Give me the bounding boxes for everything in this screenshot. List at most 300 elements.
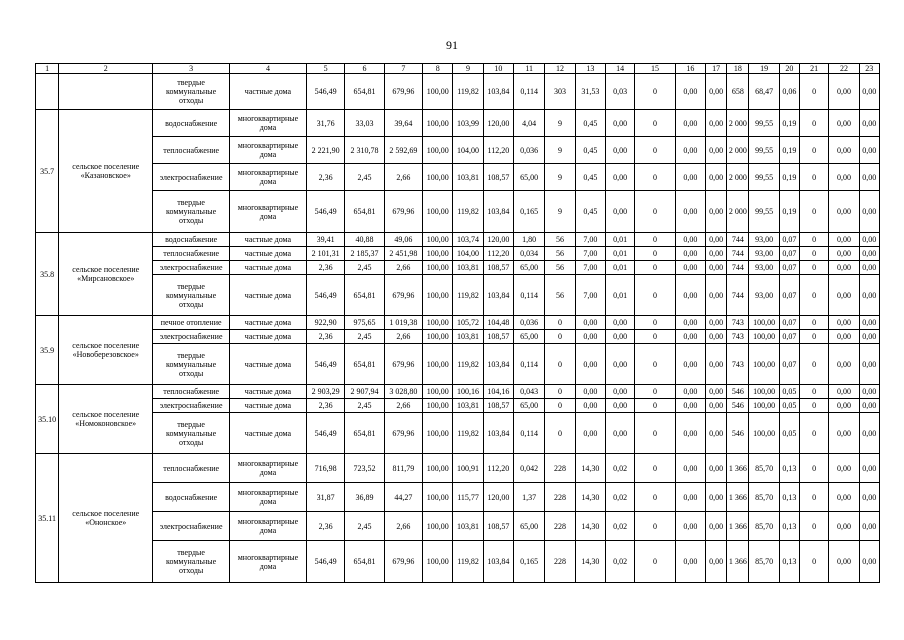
table-row <box>36 483 880 512</box>
value-cell: 0,19 <box>779 164 799 191</box>
column-number: 12 <box>545 64 575 74</box>
value-cell: 93,00 <box>749 247 779 261</box>
value-cell: 0,00 <box>829 541 859 583</box>
value-cell: 2,66 <box>384 399 422 413</box>
value-cell: 0 <box>545 413 575 454</box>
value-cell: 0,02 <box>605 454 634 483</box>
value-cell: 0,02 <box>605 483 634 512</box>
value-cell: 99,55 <box>749 191 779 233</box>
value-cell: 716,98 <box>306 454 344 483</box>
value-cell: 103,84 <box>483 191 513 233</box>
value-cell: 0,19 <box>779 110 799 137</box>
value-cell: 0 <box>635 275 675 316</box>
value-cell: 0,00 <box>706 137 727 164</box>
resource-type: теплоснабжение <box>153 385 230 399</box>
value-cell: 103,74 <box>453 233 483 247</box>
value-cell: 0,114 <box>514 344 545 385</box>
value-cell: 103,81 <box>453 330 483 344</box>
value-cell: 0 <box>635 454 675 483</box>
value-cell: 0,00 <box>859 137 879 164</box>
resource-type: теплоснабжение <box>153 454 230 483</box>
value-cell: 2,45 <box>345 512 384 541</box>
resource-type: водоснабжение <box>153 483 230 512</box>
value-cell: 1 019,38 <box>384 316 422 330</box>
value-cell: 68,47 <box>749 74 779 110</box>
value-cell: 0,03 <box>605 74 634 110</box>
value-cell: 0,00 <box>706 261 727 275</box>
value-cell: 654,81 <box>345 541 384 583</box>
value-cell: 100,00 <box>423 512 453 541</box>
value-cell: 99,55 <box>749 164 779 191</box>
resource-type: печное отопление <box>153 316 230 330</box>
value-cell: 0 <box>799 454 828 483</box>
value-cell: 0,00 <box>706 413 727 454</box>
column-number: 18 <box>727 64 749 74</box>
value-cell: 743 <box>727 330 749 344</box>
value-cell: 44,27 <box>384 483 422 512</box>
value-cell: 0,02 <box>605 512 634 541</box>
value-cell: 0 <box>635 344 675 385</box>
value-cell: 0,07 <box>779 275 799 316</box>
table-row <box>36 137 880 164</box>
value-cell: 39,41 <box>306 233 344 247</box>
value-cell: 0,043 <box>514 385 545 399</box>
value-cell: 103,84 <box>483 413 513 454</box>
value-cell: 0,00 <box>675 512 705 541</box>
value-cell: 7,00 <box>575 275 605 316</box>
tariff-table <box>35 63 880 583</box>
value-cell: 2,36 <box>306 164 344 191</box>
value-cell: 0,00 <box>829 316 859 330</box>
value-cell: 0 <box>635 233 675 247</box>
value-cell: 2,45 <box>345 261 384 275</box>
value-cell: 0,00 <box>829 413 859 454</box>
value-cell: 2,66 <box>384 512 422 541</box>
settlement-number: 35.10 <box>36 385 59 454</box>
table-row <box>36 385 880 399</box>
value-cell: 103,84 <box>483 275 513 316</box>
column-number: 21 <box>799 64 828 74</box>
value-cell: 93,00 <box>749 275 779 316</box>
value-cell: 0,00 <box>575 413 605 454</box>
value-cell: 0,00 <box>829 483 859 512</box>
value-cell: 100,00 <box>749 413 779 454</box>
value-cell: 0,00 <box>706 330 727 344</box>
value-cell: 0,00 <box>859 512 879 541</box>
value-cell: 0,00 <box>675 385 705 399</box>
value-cell: 228 <box>545 454 575 483</box>
value-cell: 546 <box>727 385 749 399</box>
value-cell: 0,00 <box>575 385 605 399</box>
value-cell: 1 366 <box>727 512 749 541</box>
value-cell: 0,00 <box>675 275 705 316</box>
value-cell: 0,114 <box>514 275 545 316</box>
value-cell: 0 <box>799 191 828 233</box>
value-cell: 2 451,98 <box>384 247 422 261</box>
value-cell: 0,00 <box>706 344 727 385</box>
table-row <box>36 413 880 454</box>
value-cell: 0,00 <box>829 344 859 385</box>
table-row <box>36 110 880 137</box>
table-row <box>36 191 880 233</box>
value-cell: 119,82 <box>453 74 483 110</box>
table-row <box>36 344 880 385</box>
value-cell: 0,00 <box>575 330 605 344</box>
value-cell: 100,00 <box>423 413 453 454</box>
settlement-name: сельское поселение «Мирсановское» <box>59 233 153 316</box>
value-cell: 0,00 <box>829 330 859 344</box>
value-cell: 115,77 <box>453 483 483 512</box>
value-cell: 100,00 <box>749 385 779 399</box>
value-cell: 922,90 <box>306 316 344 330</box>
value-cell: 0,00 <box>859 316 879 330</box>
settlement-name: сельское поселение «Номоконовское» <box>59 385 153 454</box>
column-number: 9 <box>453 64 483 74</box>
value-cell: 0,00 <box>859 74 879 110</box>
value-cell: 85,70 <box>749 512 779 541</box>
value-cell: 0,00 <box>859 330 879 344</box>
value-cell: 0 <box>799 483 828 512</box>
value-cell: 104,00 <box>453 137 483 164</box>
value-cell: 0 <box>545 330 575 344</box>
value-cell: 0 <box>799 512 828 541</box>
value-cell: 228 <box>545 512 575 541</box>
value-cell: 0 <box>799 261 828 275</box>
building-type: частные дома <box>230 344 307 385</box>
value-cell: 36,89 <box>345 483 384 512</box>
settlement-name <box>59 74 153 110</box>
value-cell: 743 <box>727 344 749 385</box>
value-cell: 2 000 <box>727 137 749 164</box>
value-cell: 0,00 <box>675 261 705 275</box>
resource-type: электроснабжение <box>153 164 230 191</box>
value-cell: 0,00 <box>675 483 705 512</box>
table-row <box>36 275 880 316</box>
value-cell: 0,00 <box>859 164 879 191</box>
column-number: 19 <box>749 64 779 74</box>
building-type: частные дома <box>230 275 307 316</box>
settlement-number: 35.7 <box>36 110 59 233</box>
settlement-name: сельское поселение «Ононское» <box>59 454 153 583</box>
value-cell: 0 <box>799 399 828 413</box>
value-cell: 105,72 <box>453 316 483 330</box>
value-cell: 0,00 <box>706 541 727 583</box>
value-cell: 100,00 <box>423 454 453 483</box>
value-cell: 0,19 <box>779 191 799 233</box>
value-cell: 2 592,69 <box>384 137 422 164</box>
value-cell: 546,49 <box>306 413 344 454</box>
resource-type: электроснабжение <box>153 399 230 413</box>
value-cell: 0,01 <box>605 275 634 316</box>
value-cell: 811,79 <box>384 454 422 483</box>
value-cell: 0,165 <box>514 191 545 233</box>
value-cell: 723,52 <box>345 454 384 483</box>
value-cell: 0,00 <box>829 247 859 261</box>
value-cell: 546,49 <box>306 74 344 110</box>
value-cell: 108,57 <box>483 261 513 275</box>
value-cell: 100,00 <box>423 330 453 344</box>
value-cell: 2,66 <box>384 164 422 191</box>
value-cell: 0,00 <box>675 137 705 164</box>
value-cell: 228 <box>545 541 575 583</box>
value-cell: 0,00 <box>675 233 705 247</box>
value-cell: 0,00 <box>675 191 705 233</box>
value-cell: 0,00 <box>859 233 879 247</box>
value-cell: 56 <box>545 275 575 316</box>
value-cell: 120,00 <box>483 233 513 247</box>
settlement-number: 35.8 <box>36 233 59 316</box>
column-number: 17 <box>706 64 727 74</box>
value-cell: 119,82 <box>453 191 483 233</box>
value-cell: 104,48 <box>483 316 513 330</box>
value-cell: 0,05 <box>779 385 799 399</box>
value-cell: 9 <box>545 137 575 164</box>
value-cell: 546 <box>727 399 749 413</box>
building-type: частные дома <box>230 385 307 399</box>
building-type: многоквартирные дома <box>230 483 307 512</box>
value-cell: 2,45 <box>345 164 384 191</box>
value-cell: 103,81 <box>453 512 483 541</box>
resource-type: твердые коммунальные отходы <box>153 413 230 454</box>
value-cell: 31,87 <box>306 483 344 512</box>
value-cell: 85,70 <box>749 454 779 483</box>
value-cell: 0,114 <box>514 413 545 454</box>
value-cell: 0,00 <box>706 512 727 541</box>
value-cell: 0,165 <box>514 541 545 583</box>
value-cell: 4,04 <box>514 110 545 137</box>
resource-type: электроснабжение <box>153 512 230 541</box>
value-cell: 679,96 <box>384 74 422 110</box>
value-cell: 0,00 <box>706 247 727 261</box>
value-cell: 546,49 <box>306 541 344 583</box>
settlement-name: сельское поселение «Казановское» <box>59 110 153 233</box>
value-cell: 120,00 <box>483 483 513 512</box>
value-cell: 546,49 <box>306 191 344 233</box>
column-number: 6 <box>345 64 384 74</box>
value-cell: 0 <box>545 399 575 413</box>
value-cell: 0,00 <box>829 164 859 191</box>
value-cell: 112,20 <box>483 247 513 261</box>
value-cell: 0,00 <box>675 330 705 344</box>
value-cell: 0,00 <box>605 164 634 191</box>
value-cell: 0,01 <box>605 233 634 247</box>
value-cell: 0,07 <box>779 233 799 247</box>
value-cell: 0,00 <box>675 344 705 385</box>
value-cell: 0,00 <box>859 261 879 275</box>
value-cell: 1,37 <box>514 483 545 512</box>
value-cell: 0 <box>799 164 828 191</box>
value-cell: 93,00 <box>749 233 779 247</box>
value-cell: 65,00 <box>514 164 545 191</box>
value-cell: 100,00 <box>423 74 453 110</box>
value-cell: 654,81 <box>345 275 384 316</box>
value-cell: 0,00 <box>859 454 879 483</box>
column-number: 2 <box>59 64 153 74</box>
value-cell: 0,00 <box>706 275 727 316</box>
value-cell: 0,00 <box>706 233 727 247</box>
value-cell: 0,45 <box>575 110 605 137</box>
value-cell: 0 <box>799 74 828 110</box>
value-cell: 0,00 <box>605 385 634 399</box>
value-cell: 100,00 <box>749 399 779 413</box>
value-cell: 0 <box>635 247 675 261</box>
value-cell: 2,66 <box>384 330 422 344</box>
value-cell: 975,65 <box>345 316 384 330</box>
value-cell: 0,00 <box>706 399 727 413</box>
value-cell: 0,07 <box>779 344 799 385</box>
value-cell: 0,06 <box>779 74 799 110</box>
value-cell: 100,00 <box>749 316 779 330</box>
column-number: 20 <box>779 64 799 74</box>
value-cell: 14,30 <box>575 454 605 483</box>
value-cell: 0,02 <box>605 541 634 583</box>
value-cell: 0,00 <box>829 454 859 483</box>
value-cell: 0,13 <box>779 541 799 583</box>
value-cell: 0,00 <box>605 413 634 454</box>
value-cell: 0 <box>635 191 675 233</box>
value-cell: 100,00 <box>423 110 453 137</box>
value-cell: 0,00 <box>675 454 705 483</box>
value-cell: 108,57 <box>483 330 513 344</box>
value-cell: 2,36 <box>306 261 344 275</box>
value-cell: 0 <box>635 137 675 164</box>
value-cell: 100,00 <box>423 483 453 512</box>
value-cell: 65,00 <box>514 330 545 344</box>
value-cell: 104,16 <box>483 385 513 399</box>
column-number: 14 <box>605 64 634 74</box>
value-cell: 0,00 <box>575 399 605 413</box>
value-cell: 0,00 <box>829 233 859 247</box>
value-cell: 0,00 <box>829 110 859 137</box>
value-cell: 99,55 <box>749 110 779 137</box>
value-cell: 0,00 <box>605 191 634 233</box>
value-cell: 2 000 <box>727 191 749 233</box>
value-cell: 0,00 <box>829 137 859 164</box>
value-cell: 679,96 <box>384 275 422 316</box>
table-row <box>36 233 880 247</box>
column-number-row <box>36 64 880 74</box>
value-cell: 0,00 <box>859 483 879 512</box>
building-type: многоквартирные дома <box>230 454 307 483</box>
value-cell: 0,00 <box>575 344 605 385</box>
value-cell: 0,00 <box>706 164 727 191</box>
value-cell: 0,07 <box>779 316 799 330</box>
value-cell: 119,82 <box>453 275 483 316</box>
resource-type: теплоснабжение <box>153 137 230 164</box>
value-cell: 108,57 <box>483 399 513 413</box>
building-type: частные дома <box>230 233 307 247</box>
value-cell: 3 028,80 <box>384 385 422 399</box>
value-cell: 0,00 <box>706 385 727 399</box>
value-cell: 99,55 <box>749 137 779 164</box>
value-cell: 56 <box>545 233 575 247</box>
value-cell: 2 185,37 <box>345 247 384 261</box>
value-cell: 0 <box>799 110 828 137</box>
value-cell: 0 <box>799 137 828 164</box>
column-number: 22 <box>829 64 859 74</box>
building-type: многоквартирные дома <box>230 191 307 233</box>
value-cell: 654,81 <box>345 344 384 385</box>
value-cell: 0,45 <box>575 164 605 191</box>
value-cell: 0,114 <box>514 74 545 110</box>
value-cell: 2 101,31 <box>306 247 344 261</box>
value-cell: 120,00 <box>483 110 513 137</box>
resource-type: твердые коммунальные отходы <box>153 275 230 316</box>
value-cell: 0 <box>799 316 828 330</box>
settlement-number: 35.11 <box>36 454 59 583</box>
resource-type: водоснабжение <box>153 110 230 137</box>
value-cell: 0,00 <box>675 164 705 191</box>
value-cell: 103,84 <box>483 541 513 583</box>
value-cell: 0,00 <box>829 399 859 413</box>
building-type: частные дома <box>230 316 307 330</box>
value-cell: 100,00 <box>423 191 453 233</box>
value-cell: 0,07 <box>779 247 799 261</box>
resource-type: водоснабжение <box>153 233 230 247</box>
value-cell: 108,57 <box>483 164 513 191</box>
value-cell: 744 <box>727 247 749 261</box>
value-cell: 0,00 <box>706 316 727 330</box>
value-cell: 679,96 <box>384 344 422 385</box>
value-cell: 0 <box>635 164 675 191</box>
value-cell: 0 <box>635 110 675 137</box>
value-cell: 119,82 <box>453 413 483 454</box>
value-cell: 0 <box>635 330 675 344</box>
value-cell: 112,20 <box>483 454 513 483</box>
resource-type: электроснабжение <box>153 330 230 344</box>
value-cell: 56 <box>545 261 575 275</box>
resource-type: твердые коммунальные отходы <box>153 74 230 110</box>
value-cell: 0 <box>635 261 675 275</box>
value-cell: 0,00 <box>859 413 879 454</box>
value-cell: 744 <box>727 233 749 247</box>
value-cell: 0,00 <box>706 483 727 512</box>
value-cell: 9 <box>545 164 575 191</box>
value-cell: 0,00 <box>829 385 859 399</box>
value-cell: 0,00 <box>859 191 879 233</box>
value-cell: 100,91 <box>453 454 483 483</box>
value-cell: 0 <box>799 413 828 454</box>
value-cell: 654,81 <box>345 191 384 233</box>
value-cell: 0 <box>635 385 675 399</box>
value-cell: 100,00 <box>423 385 453 399</box>
value-cell: 0,00 <box>675 413 705 454</box>
value-cell: 0,00 <box>605 316 634 330</box>
value-cell: 56 <box>545 247 575 261</box>
building-type: частные дома <box>230 247 307 261</box>
value-cell: 0 <box>545 385 575 399</box>
value-cell: 2,45 <box>345 399 384 413</box>
value-cell: 0,00 <box>829 512 859 541</box>
value-cell: 0,00 <box>829 74 859 110</box>
value-cell: 0 <box>545 316 575 330</box>
value-cell: 658 <box>727 74 749 110</box>
value-cell: 100,16 <box>453 385 483 399</box>
table-row <box>36 74 880 110</box>
value-cell: 0,036 <box>514 316 545 330</box>
value-cell: 1 366 <box>727 541 749 583</box>
value-cell: 0 <box>799 275 828 316</box>
column-number: 1 <box>36 64 59 74</box>
value-cell: 0,00 <box>706 110 727 137</box>
table-row <box>36 399 880 413</box>
resource-type: теплоснабжение <box>153 247 230 261</box>
resource-type: твердые коммунальные отходы <box>153 191 230 233</box>
value-cell: 0,036 <box>514 137 545 164</box>
value-cell: 49,06 <box>384 233 422 247</box>
value-cell: 0,00 <box>859 275 879 316</box>
value-cell: 0,00 <box>829 261 859 275</box>
